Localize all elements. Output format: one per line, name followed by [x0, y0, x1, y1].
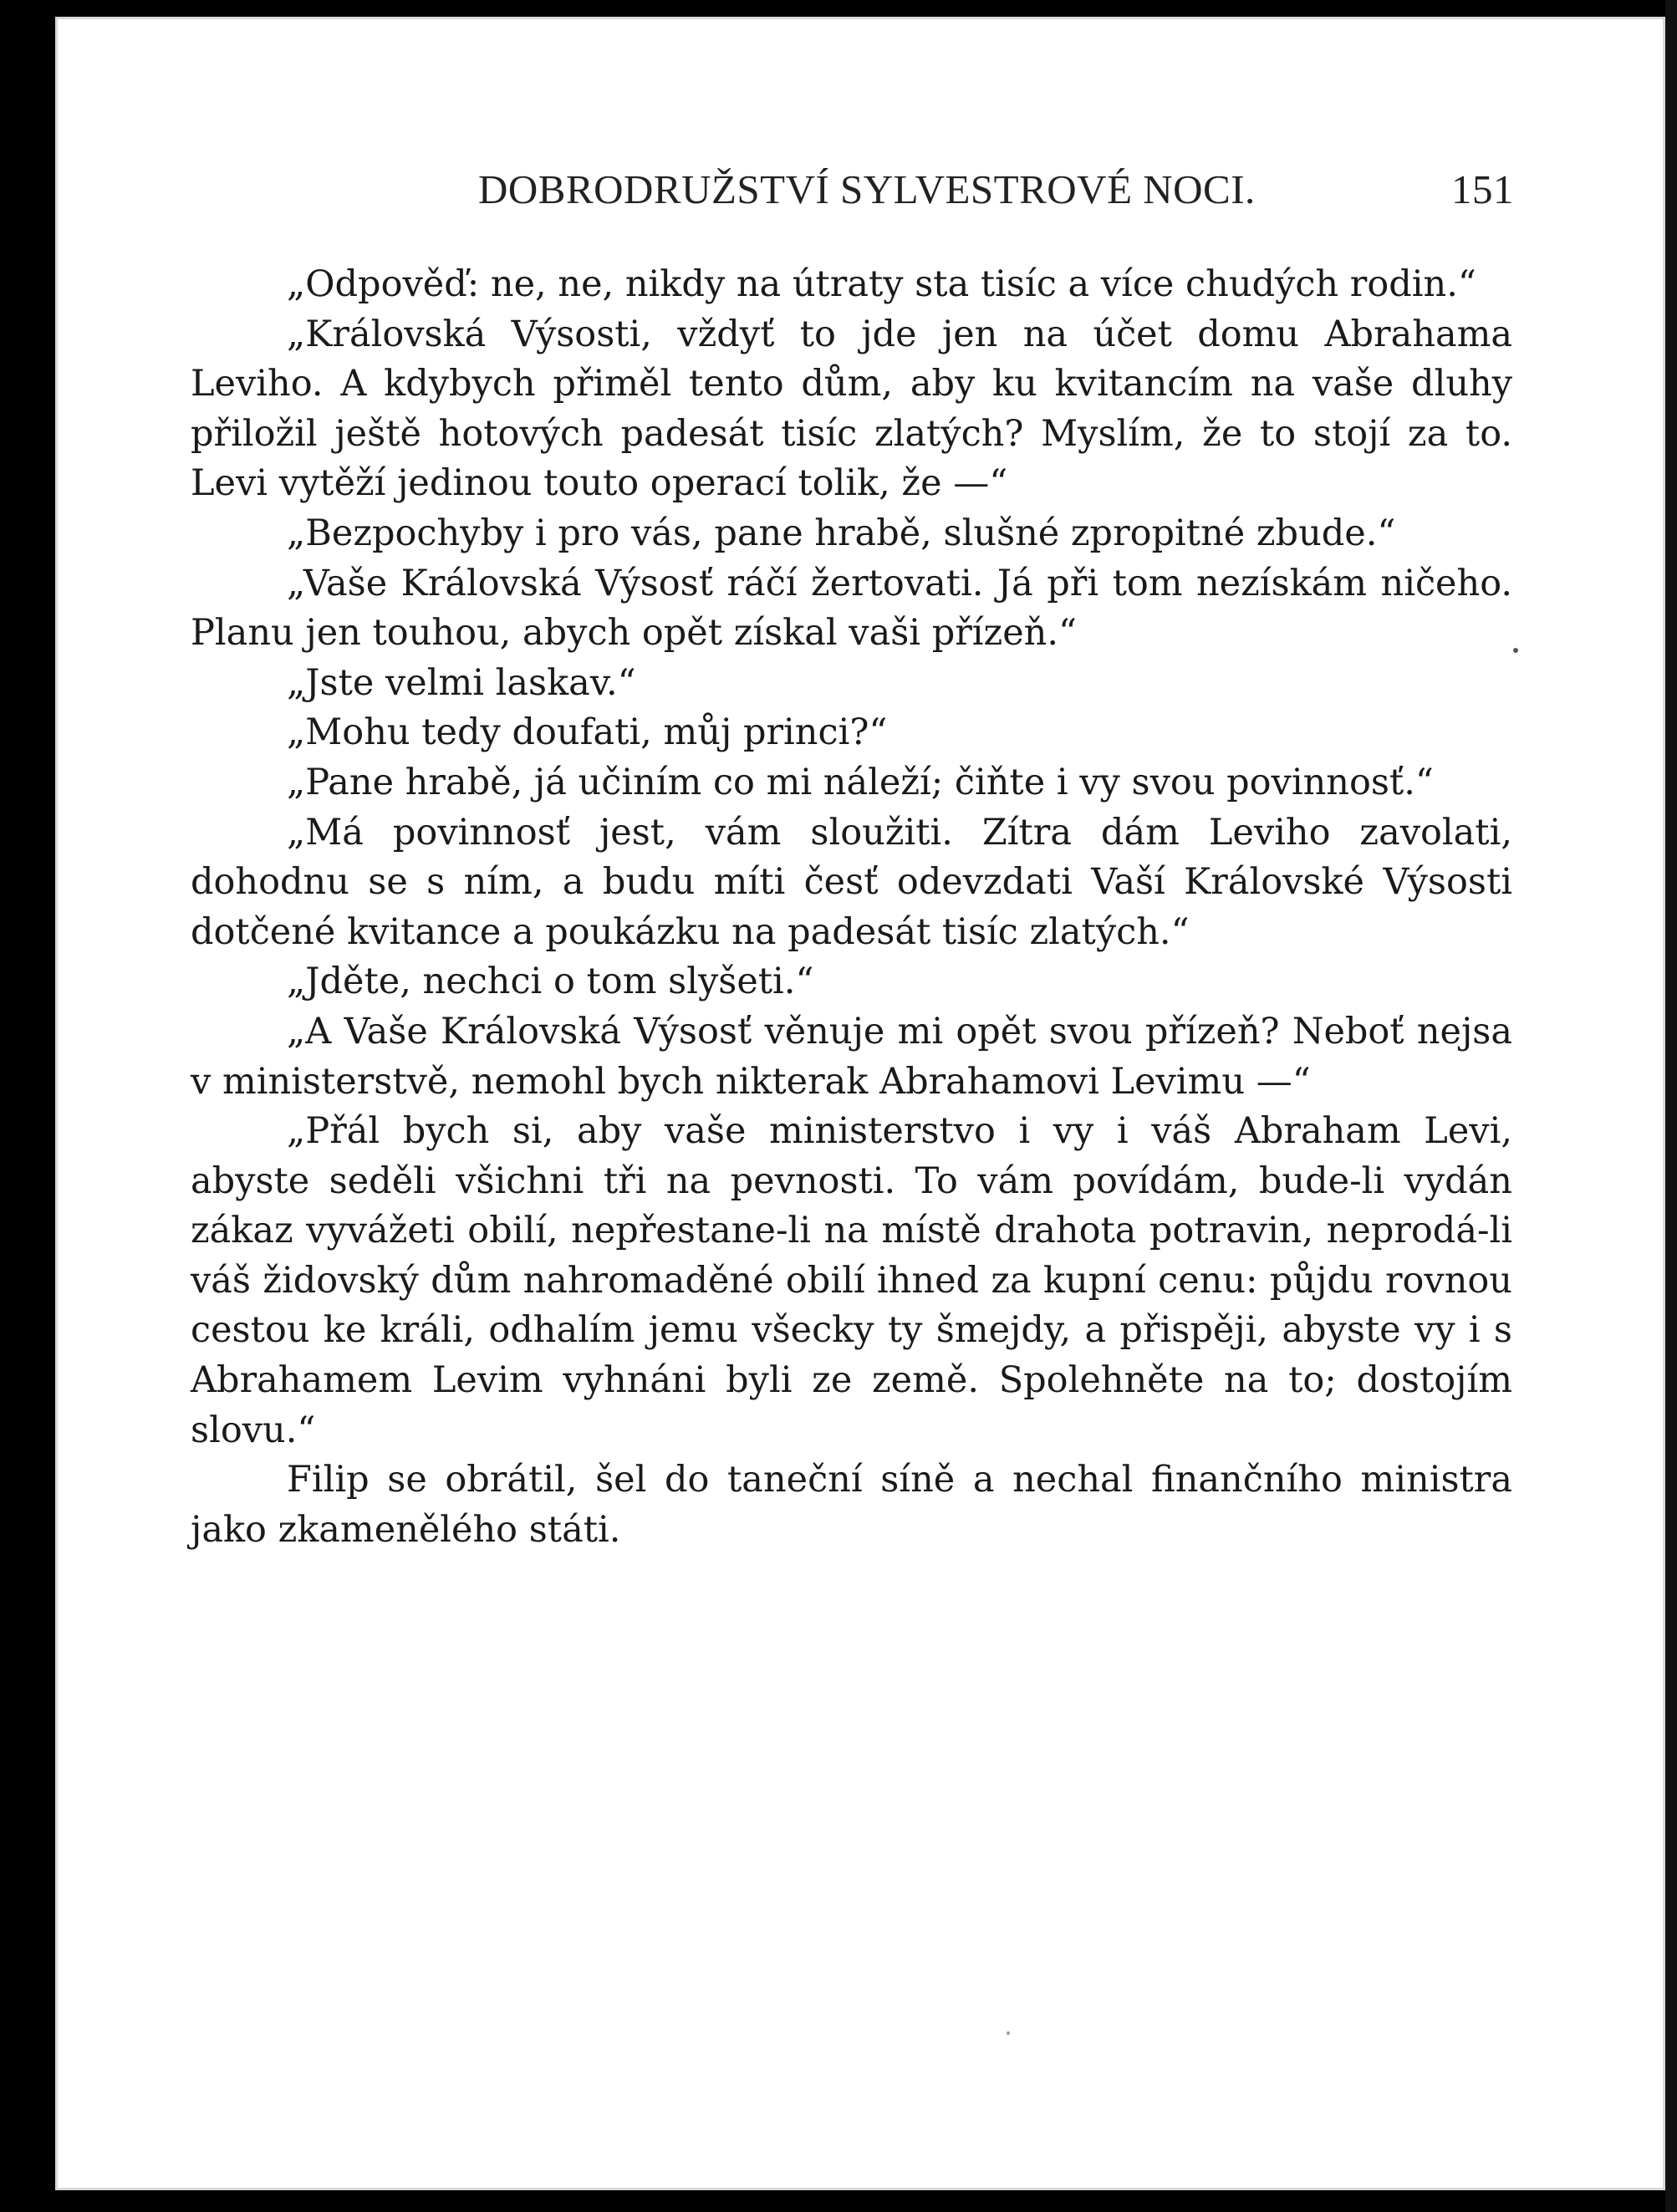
scan-border [1665, 0, 1677, 2212]
paragraph: „Vaše Královská Výsosť ráčí žertovati. Já při tom nezískám ničeho. Planu jen touhou, abych opět získal vaši přízeň.“ [191, 562, 1512, 655]
paragraph: „Pane hrabě, já učiním co mi náleží; čiňte i vy svou povinnosť.“ [287, 761, 1434, 803]
paragraph: „Mohu tedy doufati, můj princi?“ [287, 711, 888, 754]
paragraph: „Jděte, nechci o tom slyšeti.“ [287, 961, 814, 1003]
paragraph: „Přál bych si, aby vaše ministerstvo i vy i váš Abraham Levi, abyste seděli všichni tři na pevnosti. To vám povídám, bude-li vydán zákaz vyvážeti obilí, nepřestane-li na místě drahota potravin, neprodá-li váš židovský dům nahromaděné obilí ihned za kupní cenu: půjdu rovnou cestou ke králi, odhalím jemu všecky ty šmejdy, a přispěji, abyste vy i s Abrahamem Levim vyhnáni byli ze země. Spolehněte na to; dostojím slovu.“ [191, 1110, 1512, 1451]
paragraph: Filip se obrátil, šel do taneční síně a nechal finančního ministra jako zkamenělého státi. [191, 1459, 1512, 1551]
paragraph: „Jste velmi laskav.“ [287, 661, 636, 704]
book-page [55, 17, 1665, 2190]
scan-speck [1513, 648, 1518, 653]
paragraph: „Má povinnosť jest, vám sloužiti. Zítra dám Leviho zavolati, dohodnu se s ním, a budu míti česť odevzdati Vaší Královské Výsosti dotčené kvitance a poukázku na padesát tisíc zlatých.“ [191, 811, 1512, 953]
paragraph: „Bezpochyby i pro vás, pane hrabě, slušné zpropitné zbude.“ [287, 512, 1396, 554]
running-title: DOBRODRUŽSTVÍ SYLVESTROVÉ NOCI. [478, 166, 1256, 212]
paragraph: „A Vaše Královská Výsosť věnuje mi opět svou přízeň? Neboť nejsa v ministerstvě, nemohl bych nikterak Abrahamovi Levimu —“ [191, 1010, 1512, 1103]
page-number: 151 [1451, 166, 1514, 212]
paragraph: „Královská Výsosti, vždyť to jde jen na účet domu Abrahama Leviho. A kdybych přiměl tento dům, aby ku kvitancím na vaše dluhy přiložil ještě hotových padesát tisíc zlatých? Myslím, že to stojí za to. Levi vytěží jedinou touto operací tolik, že —“ [191, 313, 1512, 505]
paragraph: „Odpověď: ne, ne, nikdy na útraty sta tisíc a více chudých rodin.“ [287, 263, 1476, 305]
page-header [423, 166, 1514, 216]
scan-speck [1007, 2031, 1010, 2035]
body-text [191, 260, 1512, 1555]
